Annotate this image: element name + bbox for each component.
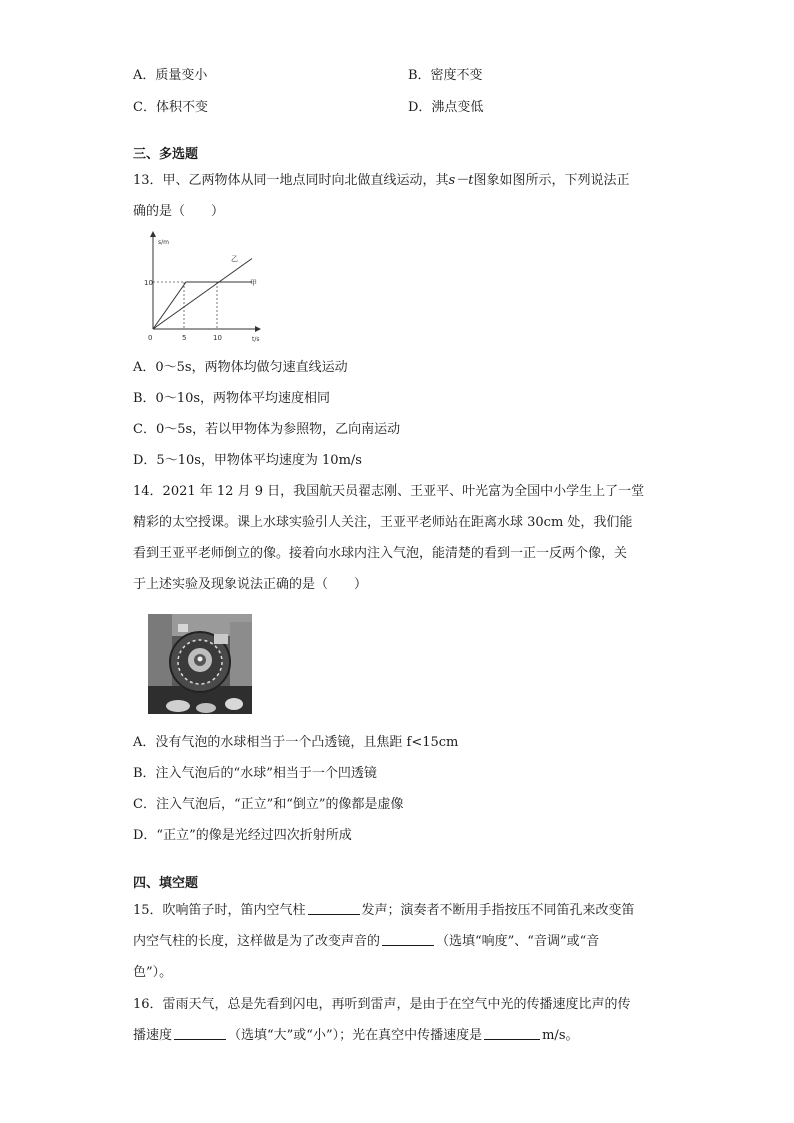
- y-axis-label: s/m: [158, 239, 169, 246]
- q12-option-d: D．沸点变低: [408, 100, 484, 115]
- q13-stem-line2: 确的是（ ）: [133, 204, 225, 219]
- x-tick-label: 10: [213, 334, 222, 342]
- q15-line3: 色”）。: [133, 965, 173, 980]
- q14-stem-line4: 于上述实验及现象说法正确的是（ ）: [133, 577, 368, 592]
- q14-option-a: A．没有气泡的水球相当于一个凸透镜，且焦距 f<15cm: [133, 735, 459, 750]
- q13-st-graph: [140, 228, 270, 346]
- series-label-jia: 甲: [250, 279, 257, 287]
- q12-option-a: A．质量变小: [133, 68, 208, 83]
- q12-option-b: B．密度不变: [408, 68, 483, 83]
- q14-stem-line2: 精彩的太空授课。课上水球实验引人关注，王亚平老师站在距离水球 30cm 处，我们能: [133, 515, 633, 530]
- section-title-multiple-choice: 三、多选题: [133, 147, 199, 162]
- section-title-fill-in: 四、填空题: [133, 876, 199, 891]
- answer-blank[interactable]: [484, 1039, 540, 1040]
- q16-line2: 播速度 （选填“大”或“小”）；光在真空中传播速度是 m/s。: [133, 1028, 579, 1043]
- x-tick-label: 5: [182, 334, 187, 342]
- q13-stem-line1: 13．甲、乙两物体从同一地点同时向北做直线运动，其s－t图象如图所示，下列说法正: [133, 173, 630, 188]
- q16-line1: 16．雷雨天气，总是先看到闪电，再听到雷声，是由于在空气中光的传播速度比声的传: [133, 997, 631, 1012]
- q13-option-a: A．0～5s，两物体均做匀速直线运动: [133, 360, 348, 375]
- y-tick-label: 10: [144, 279, 153, 287]
- q15-line2: 内空气柱的长度，这样做是为了改变声音的 （选填“响度”、“音调”或“音: [133, 934, 600, 949]
- q12-option-c: C．体积不变: [133, 100, 208, 115]
- answer-blank[interactable]: [382, 945, 434, 946]
- x-tick-label: 0: [148, 334, 153, 342]
- q14-stem-line3: 看到王亚平老师倒立的像。接着向水球内注入气泡，能清楚的看到一正一反两个像，关: [133, 546, 628, 561]
- x-axis-label: t/s: [252, 336, 260, 343]
- answer-blank[interactable]: [174, 1039, 226, 1040]
- q14-option-c: C．注入气泡后，“正立”和“倒立”的像都是虚像: [133, 797, 404, 812]
- q13-option-c: C．0～5s，若以甲物体为参照物，乙向南运动: [133, 422, 401, 437]
- q13-option-b: B．0～10s，两物体平均速度相同: [133, 391, 331, 406]
- q14-water-ball-photo: [148, 614, 252, 714]
- q14-stem-line1: 14．2021 年 12 月 9 日，我国航天员翟志刚、王亚平、叶光富为全国中小学生上了一堂: [133, 484, 645, 499]
- q14-option-b: B．注入气泡后的“水球”相当于一个凹透镜: [133, 766, 377, 781]
- series-line-jia: [153, 282, 252, 329]
- q13-option-d: D．5～10s，甲物体平均速度为 10m/s: [133, 453, 362, 468]
- answer-blank[interactable]: [308, 914, 360, 915]
- series-label-yi: 乙: [231, 255, 238, 263]
- series-line-yi: [153, 259, 252, 330]
- q14-option-d: D．“正立”的像是光经过四次折射所成: [133, 828, 352, 843]
- q15-line1: 15．吹响笛子时，笛内空气柱 发声；演奏者不断用手指按压不同笛孔来改变笛: [133, 903, 635, 918]
